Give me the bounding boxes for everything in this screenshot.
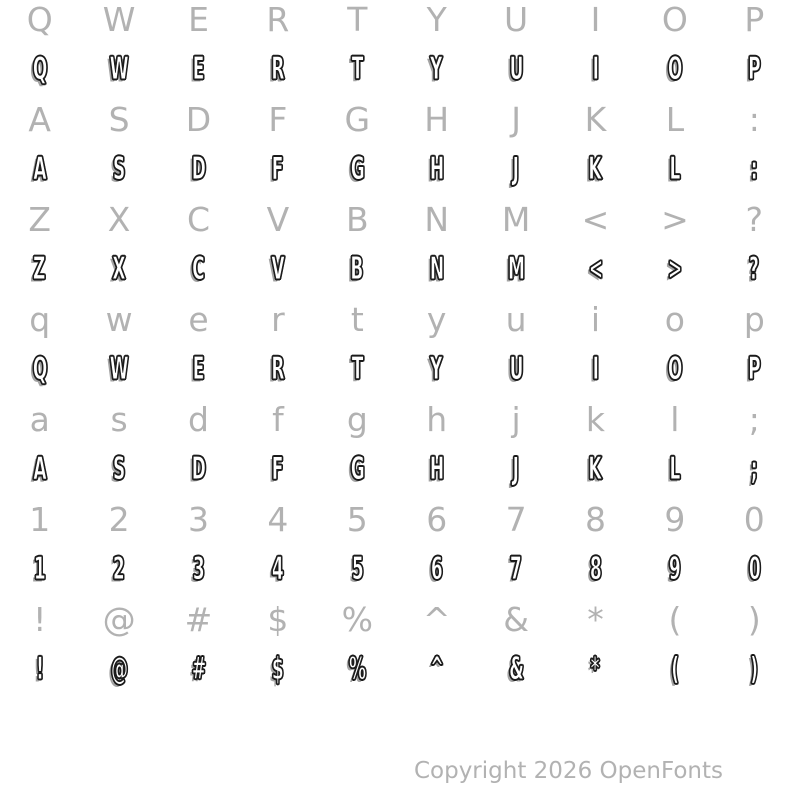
plain-glyph: t xyxy=(350,299,364,339)
fancy-glyph: U xyxy=(509,50,524,87)
plain-glyph: @ xyxy=(102,599,136,639)
plain-glyph: W xyxy=(102,0,136,39)
fancy-glyph: 3 xyxy=(192,550,205,587)
glyph-cell xyxy=(79,541,158,597)
fancy-glyph: G xyxy=(350,450,365,487)
fancy-glyph: 9 xyxy=(668,550,681,587)
plain-glyph: E xyxy=(188,0,209,39)
glyph-cell xyxy=(318,141,397,197)
fancy-glyph: F xyxy=(272,450,284,487)
plain-glyph: % xyxy=(341,599,373,639)
plain-glyph: r xyxy=(271,299,285,339)
glyph-cell xyxy=(715,197,794,241)
glyph-cell xyxy=(476,141,555,197)
plain-glyph: 5 xyxy=(346,499,368,539)
glyph-cell xyxy=(238,397,317,441)
glyph-cell xyxy=(715,141,794,197)
glyph-row-plain-2 xyxy=(0,197,794,241)
fancy-glyph: T xyxy=(351,350,364,387)
glyph-cell xyxy=(238,241,317,297)
glyph-cell xyxy=(476,597,555,641)
glyph-cell xyxy=(556,397,635,441)
fancy-glyph: A xyxy=(33,150,47,187)
glyph-cell xyxy=(476,541,555,597)
plain-glyph: F xyxy=(268,99,288,139)
glyph-cell xyxy=(79,297,158,341)
fancy-glyph: P xyxy=(748,350,761,387)
glyph-cell xyxy=(715,297,794,341)
glyph-cell xyxy=(79,597,158,641)
glyph-cell xyxy=(159,341,238,397)
fancy-glyph: W xyxy=(109,350,129,387)
plain-glyph: a xyxy=(29,399,50,439)
fancy-glyph: F xyxy=(272,150,284,187)
glyph-cell xyxy=(556,497,635,541)
glyph-cell xyxy=(476,397,555,441)
glyph-cell xyxy=(397,197,476,241)
glyph-cell xyxy=(0,297,79,341)
plain-glyph: s xyxy=(110,399,128,439)
fancy-glyph: $ xyxy=(271,650,284,687)
glyph-cell xyxy=(159,241,238,297)
glyph-cell xyxy=(318,341,397,397)
glyph-cell xyxy=(0,141,79,197)
glyph-cell xyxy=(159,141,238,197)
glyph-row-plain-0 xyxy=(0,0,794,41)
plain-glyph: G xyxy=(344,99,371,139)
fancy-glyph: 7 xyxy=(510,550,523,587)
glyph-cell xyxy=(0,641,79,697)
fancy-glyph: O xyxy=(667,350,683,387)
fancy-glyph: ( xyxy=(670,650,679,687)
glyph-cell xyxy=(318,441,397,497)
fancy-glyph: Y xyxy=(430,50,443,87)
plain-glyph: U xyxy=(504,0,529,39)
glyph-cell xyxy=(79,397,158,441)
plain-glyph: B xyxy=(345,199,369,239)
fancy-glyph: V xyxy=(271,250,285,287)
glyph-cell xyxy=(238,41,317,97)
fancy-glyph: E xyxy=(192,350,205,387)
fancy-glyph: T xyxy=(351,50,364,87)
plain-glyph: g xyxy=(346,399,368,439)
plain-glyph: j xyxy=(511,399,521,439)
glyph-cell xyxy=(397,41,476,97)
fancy-glyph: P xyxy=(748,50,761,87)
glyph-cell xyxy=(318,397,397,441)
fancy-glyph: Q xyxy=(32,50,47,87)
plain-glyph: X xyxy=(107,199,131,239)
fancy-glyph: S xyxy=(112,450,126,487)
glyph-cell xyxy=(715,241,794,297)
fancy-glyph: ; xyxy=(750,450,758,487)
fancy-glyph: 1 xyxy=(33,550,46,587)
plain-glyph: V xyxy=(266,199,290,239)
glyph-cell xyxy=(0,0,79,41)
glyph-cell xyxy=(238,341,317,397)
glyph-cell xyxy=(79,0,158,41)
plain-glyph: i xyxy=(590,299,601,339)
plain-glyph: : xyxy=(748,99,760,139)
glyph-cell xyxy=(635,641,714,697)
glyph-cell xyxy=(0,441,79,497)
glyph-cell xyxy=(635,441,714,497)
plain-glyph: f xyxy=(272,399,284,439)
glyph-cell xyxy=(397,441,476,497)
glyph-cell xyxy=(556,441,635,497)
glyph-cell xyxy=(0,41,79,97)
plain-glyph: C xyxy=(186,199,211,239)
glyph-cell xyxy=(635,341,714,397)
plain-glyph: 4 xyxy=(267,499,289,539)
plain-glyph: J xyxy=(511,99,521,139)
glyph-cell xyxy=(238,197,317,241)
fancy-glyph: ? xyxy=(749,250,760,287)
fancy-glyph: ) xyxy=(750,650,759,687)
fancy-glyph: Q xyxy=(32,350,47,387)
glyph-cell xyxy=(635,141,714,197)
fancy-glyph: J xyxy=(512,450,520,487)
glyph-cell xyxy=(0,341,79,397)
glyph-cell xyxy=(0,241,79,297)
glyph-cell xyxy=(397,541,476,597)
fancy-glyph: @ xyxy=(110,650,128,687)
plain-glyph: k xyxy=(585,399,606,439)
plain-glyph: P xyxy=(744,0,765,39)
fancy-glyph: 6 xyxy=(430,550,443,587)
glyph-cell xyxy=(159,41,238,97)
plain-glyph: l xyxy=(670,399,680,439)
plain-glyph: & xyxy=(503,599,529,639)
glyph-cell xyxy=(556,641,635,697)
fancy-glyph: M xyxy=(507,250,525,287)
glyph-cell xyxy=(238,297,317,341)
plain-glyph: # xyxy=(184,599,213,639)
glyph-cell xyxy=(397,141,476,197)
plain-glyph: d xyxy=(188,399,209,439)
fancy-glyph: # xyxy=(191,650,206,687)
glyph-cell xyxy=(397,497,476,541)
glyph-cell xyxy=(0,541,79,597)
glyph-cell xyxy=(556,141,635,197)
glyph-cell xyxy=(715,441,794,497)
glyph-cell xyxy=(238,141,317,197)
plain-glyph: K xyxy=(584,99,607,139)
glyph-cell xyxy=(0,197,79,241)
glyph-cell xyxy=(159,97,238,141)
plain-glyph: ^ xyxy=(422,599,451,639)
fancy-glyph: I xyxy=(592,50,599,87)
glyph-cell xyxy=(635,0,714,41)
glyph-cell xyxy=(476,241,555,297)
glyph-cell xyxy=(635,297,714,341)
glyph-cell xyxy=(318,641,397,697)
glyph-cell xyxy=(79,641,158,697)
plain-glyph: < xyxy=(581,199,610,239)
glyph-cell xyxy=(635,541,714,597)
plain-glyph: 3 xyxy=(187,499,209,539)
glyph-cell xyxy=(0,597,79,641)
glyph-cell xyxy=(318,597,397,641)
glyph-cell xyxy=(238,441,317,497)
glyph-cell xyxy=(556,197,635,241)
fancy-glyph: Y xyxy=(430,350,443,387)
copyright-text: Copyright 2026 OpenFonts xyxy=(413,758,723,784)
glyph-cell xyxy=(159,197,238,241)
fancy-glyph: H xyxy=(429,450,444,487)
plain-glyph: Z xyxy=(28,199,51,239)
glyph-cell xyxy=(476,641,555,697)
fancy-glyph: R xyxy=(271,350,285,387)
plain-glyph: * xyxy=(587,599,604,639)
glyph-cell xyxy=(635,597,714,641)
glyph-cell xyxy=(556,597,635,641)
plain-glyph: ) xyxy=(747,599,761,639)
glyph-cell xyxy=(159,441,238,497)
fancy-glyph: L xyxy=(669,450,681,487)
glyph-cell xyxy=(159,297,238,341)
plain-glyph: o xyxy=(664,299,685,339)
fancy-glyph: > xyxy=(667,250,683,287)
glyph-cell xyxy=(715,497,794,541)
glyph-cell xyxy=(476,341,555,397)
fancy-glyph: 8 xyxy=(589,550,602,587)
glyph-cell xyxy=(476,497,555,541)
glyph-cell xyxy=(397,97,476,141)
glyph-cell xyxy=(476,97,555,141)
glyph-cell xyxy=(79,441,158,497)
glyph-cell xyxy=(556,41,635,97)
glyph-row-plain-4 xyxy=(0,397,794,441)
fancy-glyph: * xyxy=(591,650,600,687)
plain-glyph: T xyxy=(347,0,368,39)
glyph-cell xyxy=(238,497,317,541)
fancy-glyph: ^ xyxy=(429,650,444,687)
glyph-cell xyxy=(318,541,397,597)
fancy-glyph: H xyxy=(429,150,444,187)
glyph-row-fancy-1 xyxy=(0,141,794,197)
plain-glyph: N xyxy=(424,199,450,239)
glyph-cell xyxy=(476,297,555,341)
glyph-cell xyxy=(476,197,555,241)
plain-glyph: Q xyxy=(26,0,53,39)
fancy-glyph: E xyxy=(192,50,205,87)
glyph-cell xyxy=(318,297,397,341)
plain-glyph: u xyxy=(505,299,527,339)
fancy-glyph: L xyxy=(669,150,681,187)
plain-glyph: S xyxy=(108,99,130,139)
glyph-cell xyxy=(715,641,794,697)
plain-glyph: 1 xyxy=(29,499,51,539)
glyph-cell xyxy=(79,241,158,297)
glyph-cell xyxy=(238,541,317,597)
plain-glyph: Y xyxy=(426,0,447,39)
plain-glyph: H xyxy=(424,99,450,139)
plain-glyph: 8 xyxy=(584,499,606,539)
glyph-cell xyxy=(238,597,317,641)
glyph-cell xyxy=(159,541,238,597)
plain-glyph: q xyxy=(29,299,51,339)
fancy-glyph: B xyxy=(350,250,364,287)
glyph-cell xyxy=(318,497,397,541)
fancy-glyph: : xyxy=(750,150,758,187)
glyph-row-fancy-4 xyxy=(0,441,794,497)
glyph-cell xyxy=(318,241,397,297)
fancy-glyph: J xyxy=(512,150,520,187)
glyph-cell xyxy=(635,41,714,97)
glyph-row-plain-3 xyxy=(0,297,794,341)
glyph-cell xyxy=(715,397,794,441)
fancy-glyph: A xyxy=(33,450,47,487)
glyph-cell xyxy=(556,97,635,141)
glyph-cell xyxy=(238,641,317,697)
glyph-cell xyxy=(715,341,794,397)
glyph-row-plain-5 xyxy=(0,497,794,541)
plain-glyph: 6 xyxy=(426,499,448,539)
plain-glyph: e xyxy=(188,299,209,339)
fancy-glyph: 4 xyxy=(271,550,284,587)
glyph-cell xyxy=(715,97,794,141)
fancy-glyph: 5 xyxy=(351,550,364,587)
fancy-glyph: G xyxy=(350,150,365,187)
plain-glyph: ; xyxy=(748,399,760,439)
glyph-cell xyxy=(238,0,317,41)
glyph-cell xyxy=(556,0,635,41)
plain-glyph: 7 xyxy=(505,499,527,539)
fancy-glyph: U xyxy=(509,350,524,387)
fancy-glyph: 2 xyxy=(113,550,126,587)
fancy-glyph: 0 xyxy=(748,550,761,587)
glyph-row-fancy-2 xyxy=(0,241,794,297)
glyph-cell xyxy=(159,0,238,41)
glyph-cell xyxy=(0,97,79,141)
fancy-glyph: X xyxy=(112,250,126,287)
plain-glyph: 2 xyxy=(108,499,130,539)
glyph-cell xyxy=(397,297,476,341)
fancy-glyph: D xyxy=(191,450,206,487)
glyph-cell xyxy=(397,0,476,41)
glyph-cell xyxy=(476,441,555,497)
plain-glyph: I xyxy=(590,0,601,39)
glyph-cell xyxy=(556,541,635,597)
glyph-cell xyxy=(79,141,158,197)
glyph-cell xyxy=(715,0,794,41)
glyph-cell xyxy=(159,641,238,697)
fancy-glyph: N xyxy=(429,250,444,287)
fancy-glyph: D xyxy=(191,150,206,187)
glyph-row-fancy-3 xyxy=(0,341,794,397)
plain-glyph: p xyxy=(743,299,765,339)
glyph-cell xyxy=(635,97,714,141)
glyph-cell xyxy=(715,541,794,597)
fancy-glyph: % xyxy=(348,650,366,687)
glyph-cell xyxy=(318,97,397,141)
glyph-cell xyxy=(397,241,476,297)
glyph-cell xyxy=(318,197,397,241)
glyph-cell xyxy=(159,597,238,641)
glyph-cell xyxy=(238,97,317,141)
glyph-cell xyxy=(635,497,714,541)
glyph-cell xyxy=(635,197,714,241)
glyph-cell xyxy=(397,397,476,441)
fancy-glyph: Z xyxy=(33,250,46,287)
plain-glyph: O xyxy=(661,0,688,39)
plain-glyph: y xyxy=(426,299,447,339)
glyph-cell xyxy=(0,497,79,541)
glyph-row-fancy-5 xyxy=(0,541,794,597)
fancy-glyph: K xyxy=(588,450,603,487)
glyph-row-plain-1 xyxy=(0,97,794,141)
glyph-cell xyxy=(635,241,714,297)
glyph-cell xyxy=(397,341,476,397)
glyph-row-plain-6 xyxy=(0,597,794,641)
glyph-cell xyxy=(476,0,555,41)
glyph-cell xyxy=(0,397,79,441)
plain-glyph: > xyxy=(661,199,689,239)
glyph-cell xyxy=(715,597,794,641)
glyph-cell xyxy=(159,397,238,441)
glyph-cell xyxy=(79,97,158,141)
glyph-cell xyxy=(476,41,555,97)
glyph-cell xyxy=(79,197,158,241)
plain-glyph: 0 xyxy=(743,499,765,539)
fancy-glyph: ! xyxy=(35,650,44,687)
glyph-cell xyxy=(556,297,635,341)
glyph-cell xyxy=(556,341,635,397)
fancy-glyph: I xyxy=(592,350,599,387)
plain-glyph: A xyxy=(28,99,51,139)
plain-glyph: h xyxy=(426,399,448,439)
glyph-cell xyxy=(397,641,476,697)
glyph-cell xyxy=(715,41,794,97)
plain-glyph: $ xyxy=(267,599,289,639)
fancy-glyph: O xyxy=(667,50,683,87)
glyph-cell xyxy=(318,41,397,97)
glyph-row-fancy-6 xyxy=(0,641,794,697)
fancy-glyph: K xyxy=(588,150,603,187)
glyph-cell xyxy=(635,397,714,441)
glyph-cell xyxy=(159,497,238,541)
glyph-cell xyxy=(79,341,158,397)
plain-glyph: ? xyxy=(745,199,764,239)
plain-glyph: w xyxy=(105,299,133,339)
plain-glyph: R xyxy=(266,0,290,39)
fancy-glyph: C xyxy=(192,250,205,287)
fancy-glyph: & xyxy=(508,650,524,687)
plain-glyph: ( xyxy=(668,599,682,639)
glyph-cell xyxy=(556,241,635,297)
glyph-cell xyxy=(318,0,397,41)
glyph-row-fancy-0 xyxy=(0,41,794,97)
plain-glyph: D xyxy=(185,99,212,139)
plain-glyph: L xyxy=(665,99,685,139)
glyph-cell xyxy=(79,497,158,541)
fancy-glyph: R xyxy=(271,50,285,87)
fancy-glyph: < xyxy=(588,250,603,287)
glyph-cell xyxy=(397,597,476,641)
fancy-glyph: S xyxy=(112,150,126,187)
plain-glyph: 9 xyxy=(664,499,686,539)
fancy-glyph: W xyxy=(109,50,129,87)
glyph-cell xyxy=(79,41,158,97)
plain-glyph: M xyxy=(501,199,531,239)
plain-glyph: ! xyxy=(33,599,47,639)
